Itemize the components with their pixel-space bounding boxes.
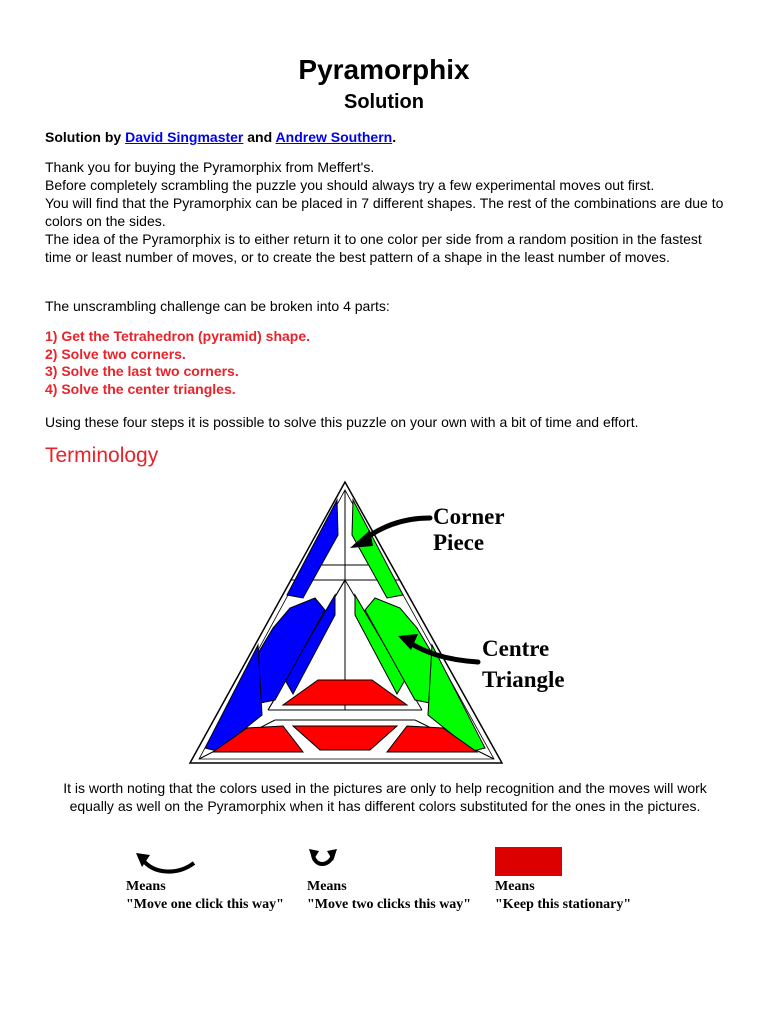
legend-means-label: Means <box>307 879 347 894</box>
label-centre: Centre <box>482 636 550 661</box>
step-item: 2) Solve two corners. <box>45 345 186 362</box>
author-link-andrew-southern[interactable]: Andrew Southern <box>275 129 393 145</box>
byline-suffix: . <box>392 129 397 145</box>
solution-steps-list <box>45 328 310 398</box>
intro-line: Thank you for buying the Pyramorphix from Meffert's. <box>45 159 375 175</box>
red-stationary-block-icon <box>495 847 562 876</box>
label-piece: Piece <box>433 530 485 555</box>
legend-item-one-click <box>126 878 284 914</box>
page-subtitle: Solution <box>344 91 424 113</box>
legend-means-label: Means <box>126 879 166 894</box>
step-item: 1) Get the Tetrahedron (pyramid) shape. <box>45 328 311 344</box>
curved-arrow-one-click-icon <box>134 849 198 877</box>
color-note: It is worth noting that the colors used in the pictures are only to help recognition and the moves will work equally as well on the Pyramorphix when it has different colors substituted for the ones in the pictures. <box>63 780 707 814</box>
pyramid-terminology-diagram <box>185 480 585 770</box>
step-item: 4) Solve the center triangles. <box>45 380 236 397</box>
step-item: 3) Solve the last two corners. <box>45 363 239 379</box>
intro-line: You will find that the Pyramorphix can be placed in 7 different shapes. The rest of the combinations are due to colors on the sides. <box>45 195 724 229</box>
curved-arrow-two-clicks-icon <box>309 849 337 873</box>
outro-paragraph: Using these four steps it is possible to solve this puzzle on your own with a bit of time and effort. <box>45 414 639 430</box>
label-triangle: Triangle <box>482 667 565 692</box>
legend-description: "Move one click this way" <box>126 897 284 912</box>
challenge-intro: The unscrambling challenge can be broken into 4 parts: <box>45 298 390 314</box>
legend-item-two-clicks <box>307 878 471 914</box>
legend-item-stationary <box>495 878 631 914</box>
author-link-david-singmaster[interactable]: David Singmaster <box>125 129 244 145</box>
terminology-heading: Terminology <box>45 444 159 467</box>
byline-prefix: Solution by <box>45 129 126 145</box>
legend-means-label: Means <box>495 879 535 894</box>
page-title: Pyramorphix <box>298 54 470 85</box>
legend-description: "Move two clicks this way" <box>307 897 472 912</box>
legend-description: "Keep this stationary" <box>495 897 632 912</box>
intro-line: The idea of the Pyramorphix is to either return it to one color per side from a random position in the fastest time or least number of moves, or to create the best pattern of a shape in the least number of moves. <box>45 231 702 265</box>
byline <box>45 129 396 146</box>
intro-line: Before completely scrambling the puzzle you should always try a few experimental moves out first. <box>45 177 655 193</box>
label-corner: Corner <box>433 504 505 529</box>
byline-conjunction: and <box>243 129 276 145</box>
intro-paragraph <box>45 158 725 266</box>
